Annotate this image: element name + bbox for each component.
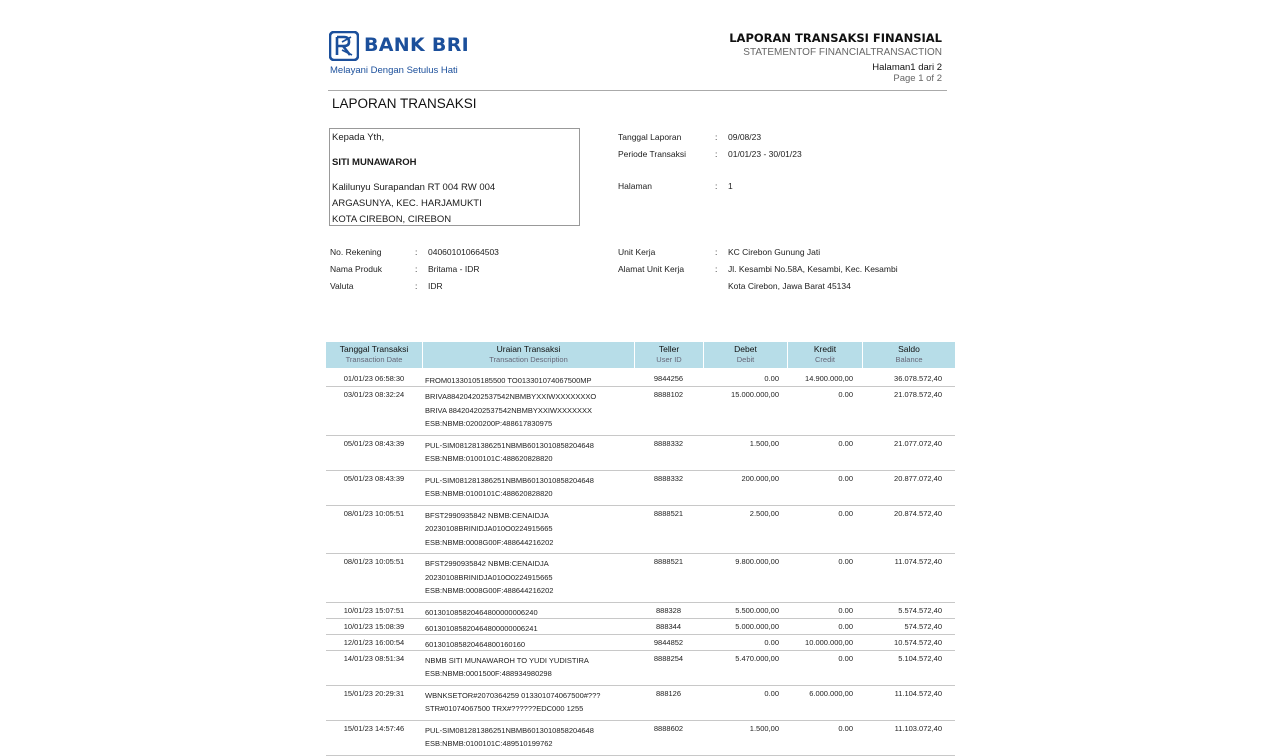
debit-amount: 200.000,00 — [741, 473, 779, 483]
address-line-2: ARGASUNYA, KEC. HARJAMUKTI — [332, 198, 482, 209]
credit-amount: 0.00 — [838, 557, 853, 566]
field-colon: : — [715, 132, 718, 142]
column-subtitle: Transaction Date — [345, 355, 403, 364]
field-value: IDR — [428, 281, 443, 291]
debit-amount: 15.000.000,00 — [731, 390, 779, 399]
credit-amount: 14.900.000,00 — [805, 374, 853, 383]
transaction-date: 10/01/23 15:07:51 — [343, 605, 405, 615]
report-title: LAPORAN TRANSAKSI FINANSIAL — [729, 31, 942, 45]
column-title: Debet — [734, 344, 757, 354]
field-colon: : — [415, 247, 418, 257]
field-value: 1 — [728, 181, 733, 191]
description-line: BRIVA 884204202537542NBMBYXXIWXXXXXXX — [425, 405, 593, 415]
description-line: PUL-SIM081281386251NBMB6013010858204648 — [425, 475, 594, 485]
table-row — [326, 650, 955, 686]
transaction-date: 03/01/23 08:32:24 — [343, 390, 405, 399]
recipient-name: SITI MUNAWAROH — [332, 157, 417, 168]
column-header-balance — [863, 342, 955, 368]
field-label: No. Rekening — [330, 247, 382, 257]
page-number: Page 1 of 2 — [893, 73, 942, 84]
description-line: 601301085820464800000006240 — [425, 607, 538, 617]
transaction-date: 08/01/23 10:05:51 — [343, 508, 405, 518]
field-label: Valuta — [330, 281, 354, 291]
salutation: Kepada Yth, — [332, 132, 385, 143]
logo-tagline: Melayani Dengan Setulus Hati — [330, 65, 458, 76]
credit-amount: 0.00 — [838, 605, 853, 615]
field-value: 09/08/23 — [728, 132, 762, 142]
credit-amount: 10.000.000,00 — [805, 637, 853, 647]
balance-amount: 11.104.572,40 — [894, 688, 942, 698]
bri-logo-icon — [329, 31, 359, 61]
transaction-date: 05/01/23 08:43:39 — [343, 473, 405, 483]
transaction-description — [425, 474, 594, 501]
teller-id: 9844256 — [653, 374, 684, 383]
halaman-text: Halaman1 dari 2 — [872, 62, 942, 73]
debit-amount: 2.500,00 — [749, 508, 779, 518]
column-header-credit — [788, 342, 863, 368]
teller-id: 8888102 — [653, 390, 684, 399]
column-title: Tanggal Transaksi — [339, 344, 409, 354]
teller-id: 888328 — [655, 605, 682, 615]
description-line: BRIVA884204202537542NBMBYXXIWXXXXXXXO — [425, 392, 597, 401]
column-subtitle: User ID — [656, 355, 682, 364]
description-line: ESB:NBMB:0008G00F:488644216202 — [425, 537, 554, 547]
credit-amount: 0.00 — [838, 473, 853, 483]
description-line: STR#01074067500 TRX#??????EDC000 1255 — [425, 704, 584, 713]
description-line: PUL-SIM081281386251NBMB6013010858204648 — [425, 440, 594, 450]
transaction-date: 15/01/23 20:29:31 — [343, 688, 405, 698]
description-line: ESB:NBMB:0100101C:488620828820 — [425, 489, 553, 498]
header-divider — [328, 90, 947, 91]
credit-amount: 6.000.000,00 — [809, 688, 853, 698]
field-value: KC Cirebon Gunung Jati — [728, 247, 821, 257]
transaction-description — [425, 557, 553, 598]
description-line: 20230108BRINIDJA010O0224915665 — [425, 572, 553, 582]
credit-amount: 0.00 — [838, 723, 853, 733]
column-header-debit — [704, 342, 788, 368]
field-label: Tanggal Laporan — [618, 132, 682, 142]
table-header — [326, 342, 955, 368]
transaction-date: 08/01/23 10:05:51 — [343, 557, 405, 566]
table-row — [326, 634, 955, 651]
transaction-description — [425, 390, 596, 431]
column-subtitle: Credit — [814, 355, 835, 364]
teller-id: 9844852 — [653, 637, 684, 647]
document-title: LAPORAN TRANSAKSI — [332, 96, 477, 111]
column-subtitle: Debit — [736, 355, 755, 364]
field-colon: : — [715, 181, 718, 191]
debit-amount: 9.800.000,00 — [735, 557, 779, 566]
column-header-date — [326, 342, 423, 368]
table-row — [326, 470, 955, 506]
field-colon: : — [415, 264, 418, 274]
recipient-address-box — [329, 128, 580, 226]
balance-amount: 5.574.572,40 — [898, 605, 942, 615]
statement-page — [318, 20, 962, 748]
teller-id: 8888602 — [653, 723, 684, 733]
balance-amount: 20.874.572,40 — [894, 508, 942, 518]
table-row — [326, 386, 955, 436]
column-header-description — [423, 342, 635, 368]
field-colon: : — [715, 149, 718, 159]
teller-id: 888126 — [655, 688, 682, 698]
credit-amount: 0.00 — [838, 390, 853, 399]
table-row — [326, 720, 955, 756]
report-header — [729, 31, 942, 84]
description-line: PUL-SIM081281386251NBMB6013010858204648 — [425, 725, 594, 735]
table-row — [326, 435, 955, 471]
field-label: Halaman — [618, 181, 653, 191]
field-value: Kota Cirebon, Jawa Barat 45134 — [728, 281, 851, 291]
debit-amount: 1.500,00 — [749, 723, 779, 733]
transaction-date: 15/01/23 14:57:46 — [343, 723, 405, 733]
description-line: BFST2990935842 NBMB:CENAIDJA — [425, 510, 549, 520]
description-line: BFST2990935842 NBMB:CENAIDJA — [425, 559, 549, 568]
balance-amount: 21.077.072,40 — [894, 438, 942, 448]
description-line: 601301085820464800000006241 — [425, 623, 538, 633]
balance-amount: 21.078.572,40 — [894, 390, 942, 399]
column-title: Kredit — [813, 344, 837, 354]
teller-id: 8888254 — [653, 653, 684, 663]
logo-text: BANK BRI — [364, 34, 470, 56]
balance-amount: 574.572,40 — [904, 621, 942, 631]
transaction-date: 01/01/23 06:58:30 — [343, 374, 405, 383]
field-label: Periode Transaksi — [618, 149, 687, 159]
debit-amount: 5.000.000,00 — [735, 621, 779, 631]
transaction-description — [425, 654, 589, 681]
teller-id: 8888521 — [653, 557, 684, 566]
description-line: FROM01330105185500 TO013301074067500MP — [425, 376, 592, 385]
description-line: ESB:NBMB:0001500F:488934980298 — [425, 669, 552, 678]
balance-amount: 36.078.572,40 — [894, 374, 942, 383]
credit-amount: 0.00 — [838, 653, 853, 663]
teller-id: 888344 — [655, 621, 682, 631]
transaction-date: 12/01/23 16:00:54 — [343, 637, 405, 647]
description-line: 20230108BRINIDJA010O0224915665 — [425, 524, 553, 533]
column-subtitle: Balance — [895, 355, 923, 364]
column-title: Saldo — [898, 344, 920, 354]
transaction-description — [425, 724, 594, 751]
field-colon: : — [715, 247, 718, 257]
table-row — [326, 602, 955, 619]
description-line: ESB:NBMB:0100101C:488620828820 — [425, 454, 553, 463]
balance-amount: 10.574.572,40 — [894, 637, 942, 647]
field-value: Britama - IDR — [428, 264, 480, 274]
field-label: Nama Produk — [330, 264, 382, 274]
description-line: WBNKSETOR#2070364259 013301074067500#??? — [425, 690, 601, 700]
balance-amount: 11.103.072,40 — [894, 723, 942, 733]
field-value: 040601010664503 — [428, 247, 499, 257]
table-row — [326, 618, 955, 635]
report-subtitle: STATEMENTOF FINANCIALTRANSACTION — [743, 47, 942, 58]
transaction-date: 14/01/23 08:51:34 — [343, 653, 405, 663]
debit-amount: 1.500,00 — [749, 438, 779, 448]
balance-amount: 5.104.572,40 — [898, 653, 942, 663]
debit-amount: 0.00 — [764, 688, 779, 698]
teller-id: 8888521 — [653, 508, 684, 518]
description-line: 601301085820464800160160 — [425, 639, 526, 649]
credit-amount: 0.00 — [838, 438, 853, 448]
column-subtitle: Transaction Description — [489, 355, 568, 364]
description-line: NBMB SITI MUNAWAROH TO YUDI YUDISTIRA — [425, 655, 589, 665]
field-value: Jl. Kesambi No.58A, Kesambi, Kec. Kesambi — [728, 264, 898, 274]
field-label: Alamat Unit Kerja — [618, 264, 685, 274]
debit-amount: 5.500.000,00 — [735, 605, 779, 615]
transaction-date: 10/01/23 15:08:39 — [343, 621, 405, 631]
table-row — [326, 370, 955, 387]
description-line: ESB:NBMB:0008G00F:488644216202 — [425, 586, 554, 595]
debit-amount: 0.00 — [764, 637, 779, 647]
column-title: Teller — [658, 344, 680, 354]
column-title: Uraian Transaksi — [496, 344, 561, 354]
table-row — [326, 505, 955, 555]
credit-amount: 0.00 — [838, 508, 853, 518]
transaction-description — [425, 439, 594, 466]
field-colon: : — [715, 264, 718, 274]
debit-amount: 0.00 — [764, 374, 779, 383]
transaction-description — [425, 689, 600, 716]
description-line: ESB:NBMB:0100101C:489510199762 — [425, 739, 553, 748]
teller-id: 8888332 — [653, 438, 684, 448]
transaction-description — [425, 509, 553, 550]
transaction-date: 05/01/23 08:43:39 — [343, 438, 405, 448]
table-row — [326, 553, 955, 603]
field-colon: : — [415, 281, 418, 291]
column-header-teller — [635, 342, 704, 368]
field-value: 01/01/23 - 30/01/23 — [728, 149, 802, 159]
address-line-3: KOTA CIREBON, CIREBON — [332, 214, 452, 225]
balance-amount: 11.074.572,40 — [894, 557, 942, 566]
teller-id: 8888332 — [653, 473, 684, 483]
balance-amount: 20.877.072,40 — [894, 473, 942, 483]
field-label: Unit Kerja — [618, 247, 656, 257]
debit-amount: 5.470.000,00 — [735, 653, 779, 663]
credit-amount: 0.00 — [838, 621, 853, 631]
table-row — [326, 685, 955, 721]
address-line-1: Kalilunyu Surapandan RT 004 RW 004 — [332, 182, 496, 193]
description-line: ESB:NBMB:0200200P:488617830975 — [425, 419, 553, 428]
